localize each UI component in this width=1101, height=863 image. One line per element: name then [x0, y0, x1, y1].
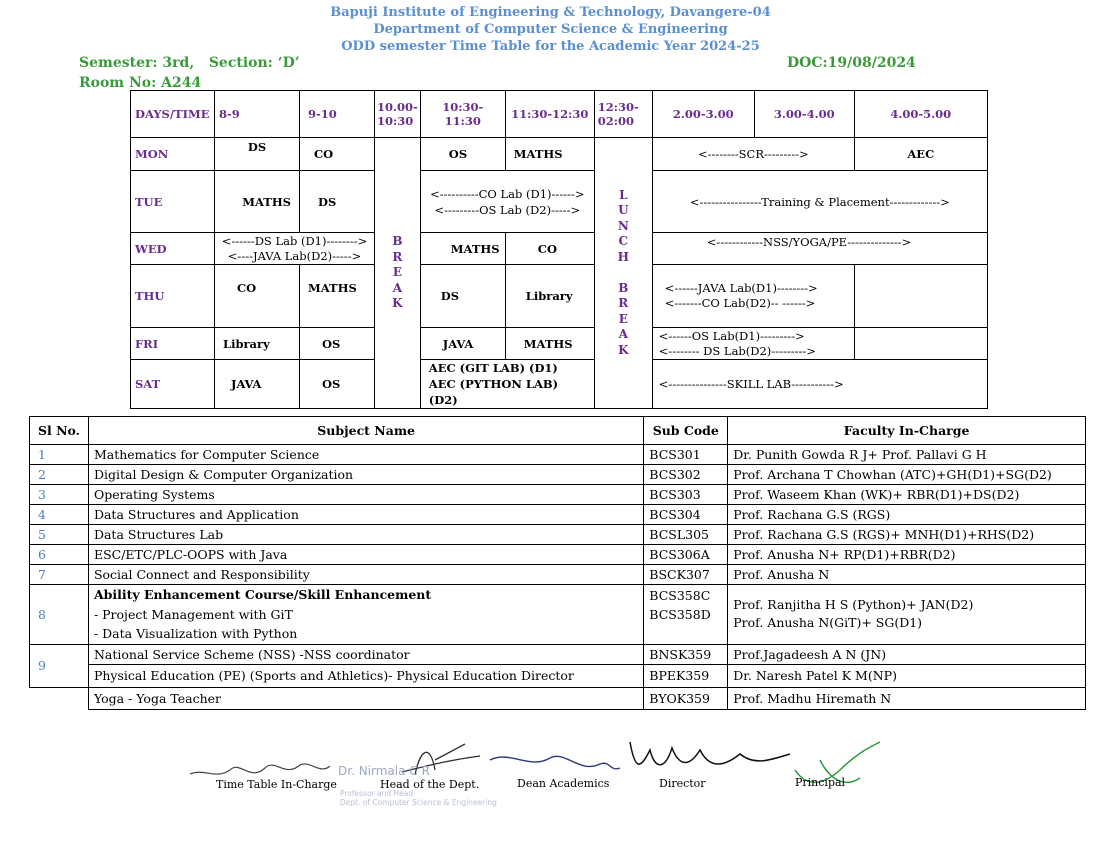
lunch-letter: K: [618, 342, 629, 357]
day-label: TUE: [131, 171, 215, 233]
break-letter: E: [392, 265, 402, 280]
day-label: FRI: [131, 328, 215, 360]
row-code: BPEK359: [644, 664, 728, 687]
subject-header-row: [30, 417, 1086, 445]
timetable-row-mon: [131, 138, 988, 171]
timetable-row-thu: [131, 265, 988, 328]
timetable-row-sat: [131, 360, 988, 409]
timetable: [130, 90, 988, 409]
row-faculty: Prof. Waseem Khan (WK)+ RBR(D1)+DS(D2): [728, 485, 1086, 505]
row-subject: Mathematics for Computer Science: [88, 445, 643, 465]
hod-stamp: [340, 789, 497, 807]
header-1030-1130: 10:30- 11:30: [420, 91, 505, 138]
row-sl: 3: [30, 485, 89, 505]
room-number: Room No: A244: [79, 75, 202, 91]
header-8-9: 8-9: [215, 91, 300, 138]
thu-slot-4: DS: [420, 265, 505, 328]
break-letter: K: [392, 296, 403, 311]
row-subject: Social Connect and Responsibility: [88, 565, 643, 585]
sat-aec-block: [420, 360, 594, 409]
row-faculty: Prof. Rachana G.S (RGS)+ MNH(D1)+RHS(D2): [728, 525, 1086, 545]
lunch-letter: E: [618, 311, 628, 326]
department-name: Department of Computer Science & Engineering: [373, 22, 728, 37]
break-letter: B: [392, 234, 403, 249]
row-faculty: Prof. Anusha N: [728, 565, 1086, 585]
wed-slot-4: MATHS: [420, 233, 505, 265]
table-row: [30, 505, 1086, 525]
row-faculty: Prof. Rachana G.S (RGS): [728, 505, 1086, 525]
subject-rows: [30, 445, 1086, 585]
thu-slot-5: Library: [505, 265, 594, 328]
header-sl-no: Sl No.: [30, 417, 89, 445]
day-label: THU: [131, 265, 215, 328]
subject-table: [29, 416, 1086, 710]
day-label: WED: [131, 233, 215, 265]
break-letter: A: [392, 280, 403, 295]
tue-co-lab: <----------CO Lab (D1)------>: [430, 186, 585, 201]
mon-slot-4-5: AEC: [854, 138, 987, 171]
hod-stamp-name: Dr. Nirmala C R: [338, 764, 430, 778]
table-row: [30, 664, 1086, 687]
table-row: [30, 445, 1086, 465]
timetable-title: ODD semester Time Table for the Academic Year 2024-25: [341, 39, 760, 54]
mon-slot-1: DS: [215, 138, 300, 171]
semester-section: Semester: 3rd, Section: ‘D’: [79, 55, 300, 71]
sig-label-director: Director: [659, 777, 706, 790]
row-subject: ESC/ETC/PLC-OOPS with Java: [88, 545, 643, 565]
institute-name: Bapuji Institute of Engineering & Technology, Davangere-04: [330, 5, 771, 20]
fri-os-lab: <------OS Lab(D1)--------->: [658, 328, 805, 343]
lunch-letter: L: [619, 187, 628, 202]
row8-faculty-1: Prof. Ranjitha H S (Python)+ JAN(D2): [733, 597, 974, 613]
lunch-letter: H: [617, 249, 629, 264]
mon-slot-5: MATHS: [505, 138, 594, 171]
table-row: [30, 585, 1086, 645]
wed-java-lab: <----JAVA Lab(D2)----->: [227, 248, 362, 263]
header-subject-name: Subject Name: [88, 417, 643, 445]
thu-slot-2: MATHS: [300, 265, 375, 328]
fri-slot-4: JAVA: [420, 328, 505, 360]
header-3-4: 3.00-4.00: [754, 91, 854, 138]
row8-name-git: - Project Management with GiT: [93, 606, 293, 622]
row-sl: 6: [30, 545, 89, 565]
row8-faculty-2: Prof. Anusha N(GiT)+ SG(D1): [733, 615, 923, 631]
row8-name-main: Ability Enhancement Course/Skill Enhancement: [93, 587, 432, 602]
lunch-letter: N: [617, 218, 629, 233]
lunch-break-column: [594, 138, 652, 409]
row-code: BCS306A: [644, 545, 728, 565]
row-subject: Data Structures Lab: [88, 525, 643, 545]
timetable-header-row: [131, 91, 988, 138]
header-sub-code: Sub Code: [644, 417, 728, 445]
hod-stamp-line-2: Dept. of Computer Science & Engineering: [340, 798, 497, 807]
sat-slot-2: OS: [300, 360, 375, 409]
row-subject: Physical Education (PE) (Sports and Athletics)- Physical Education Director: [88, 664, 643, 687]
row-code: BCS301: [644, 445, 728, 465]
row-subject: Yoga - Yoga Teacher: [88, 687, 643, 709]
row-faculty: [728, 585, 1086, 645]
row-sl: 4: [30, 505, 89, 525]
row-sl: 5: [30, 525, 89, 545]
thu-co-lab: <-------CO Lab(D2)-- ------>: [664, 296, 816, 310]
row-sl: 8: [30, 585, 89, 645]
header-2-3: 2.00-3.00: [652, 91, 754, 138]
thu-slot-1: CO: [215, 265, 300, 328]
row-code: BCSL305: [644, 525, 728, 545]
row-faculty: Prof.Jagadeesh A N (JN): [728, 644, 1086, 664]
table-row: [30, 687, 1086, 709]
day-label: MON: [131, 138, 215, 171]
mon-slot-4: OS: [420, 138, 505, 171]
lunch-letter: [599, 265, 648, 281]
row-faculty: Dr. Punith Gowda R J+ Prof. Pallavi G H: [728, 445, 1086, 465]
fri-lab-block: [652, 328, 854, 360]
sig-label-timetable-incharge: Time Table In-Charge: [216, 778, 337, 791]
row-sl-blank: [30, 687, 89, 709]
sig-label-principal: Principal: [795, 776, 846, 789]
sat-afternoon: <---------------SKILL LAB----------->: [652, 360, 987, 409]
wed-slot-5: CO: [505, 233, 594, 265]
table-row: [30, 465, 1086, 485]
tue-lab-block: [420, 171, 594, 233]
row8-code-2: BCS358D: [649, 607, 711, 622]
lunch-letter: R: [618, 296, 629, 311]
lunch-letter: A: [618, 327, 628, 342]
header-4-5: 4.00-5.00: [854, 91, 987, 138]
tue-slot-1: MATHS: [215, 171, 300, 233]
fri-slot-5: MATHS: [505, 328, 594, 360]
row-sl: 9: [30, 644, 89, 687]
fri-slot-1: Library: [215, 328, 300, 360]
row-subject: Operating Systems: [88, 485, 643, 505]
table-row: [30, 565, 1086, 585]
day-label: SAT: [131, 360, 215, 409]
table-row: [30, 545, 1086, 565]
header-9-10: 9-10: [300, 91, 375, 138]
row-code: BCS302: [644, 465, 728, 485]
row-code: BSCK307: [644, 565, 728, 585]
mon-slot-2: CO: [300, 138, 375, 171]
row8-code-1: BCS358C: [649, 588, 711, 603]
wed-afternoon: <------------NSS/YOGA/PE-------------->: [652, 233, 987, 265]
row-subject: National Service Scheme (NSS) -NSS coordinator: [88, 644, 643, 664]
sat-slot-1: JAVA: [215, 360, 300, 409]
break-letter: R: [392, 249, 403, 264]
row-code: BYOK359: [644, 687, 728, 709]
break-letters: [379, 234, 416, 312]
row-code: BCS304: [644, 505, 728, 525]
row-subject: Digital Design & Computer Organization: [88, 465, 643, 485]
lunch-letter: C: [618, 234, 629, 249]
row-code: BCS303: [644, 485, 728, 505]
tue-slot-2: DS: [300, 171, 375, 233]
fri-ds-lab: <-------- DS Lab(D2)--------->: [658, 343, 816, 358]
thu-empty-cell: [854, 265, 987, 328]
row-faculty: Prof. Anusha N+ RP(D1)+RBR(D2): [728, 545, 1086, 565]
mon-afternoon: <--------SCR--------->: [652, 138, 854, 171]
lunch-letter: U: [618, 203, 629, 218]
row-faculty: Prof. Archana T Chowhan (ATC)+GH(D1)+SG(D2): [728, 465, 1086, 485]
row-code: BNSK359: [644, 644, 728, 664]
wed-ds-lab: <------DS Lab (D1)-------->: [221, 233, 368, 248]
sig-label-dean: Dean Academics: [517, 777, 610, 790]
wed-lab-block: [215, 233, 375, 265]
doc-date: DOC:19/08/2024: [787, 55, 916, 71]
header-10-1030: 10.00- 10:30: [375, 91, 421, 138]
timetable-row-tue: [131, 171, 988, 233]
thu-lab-block: [652, 265, 854, 328]
dean-signature: [490, 756, 620, 768]
lunch-letter: B: [618, 280, 629, 295]
row-sl: 1: [30, 445, 89, 465]
row-sl: 7: [30, 565, 89, 585]
sat-python-lab: AEC (PYTHON LAB) (D2): [428, 377, 559, 407]
header-faculty: Faculty In-Charge: [728, 417, 1086, 445]
timetable-row-fri: [131, 328, 988, 360]
header-1230-0200: 12:30- 02:00: [594, 91, 652, 138]
timetable-incharge-signature: [190, 764, 330, 774]
row-subject: Data Structures and Application: [88, 505, 643, 525]
sig-label-hod: Head of the Dept.: [380, 778, 480, 791]
table-row: [30, 525, 1086, 545]
lunch-break-letters: [599, 188, 648, 359]
row-code: [644, 585, 728, 645]
director-signature: [630, 742, 790, 765]
table-row: [30, 485, 1086, 505]
row-subject: [88, 585, 643, 645]
fri-empty-cell: [854, 328, 987, 360]
row-faculty: Dr. Naresh Patel K M(NP): [728, 664, 1086, 687]
break-column: [375, 138, 421, 409]
fri-slot-2: OS: [300, 328, 375, 360]
tue-afternoon: <----------------Training & Placement------------->: [652, 171, 987, 233]
row-faculty: Prof. Madhu Hiremath N: [728, 687, 1086, 709]
row-sl: 2: [30, 465, 89, 485]
table-row: [30, 644, 1086, 664]
timetable-row-wed: [131, 233, 988, 265]
hod-stamp-line-1: Professor and Head: [340, 789, 414, 798]
thu-java-lab: <------JAVA Lab(D1)-------->: [664, 281, 818, 295]
tue-os-lab: <---------OS Lab (D2)----->: [434, 202, 581, 217]
header-1130-1230: 11:30-12:30: [505, 91, 594, 138]
header-days-time: DAYS/TIME: [131, 91, 215, 138]
row8-name-python: - Data Visualization with Python: [93, 626, 298, 641]
sat-git-lab: AEC (GIT LAB) (D1): [428, 361, 558, 375]
